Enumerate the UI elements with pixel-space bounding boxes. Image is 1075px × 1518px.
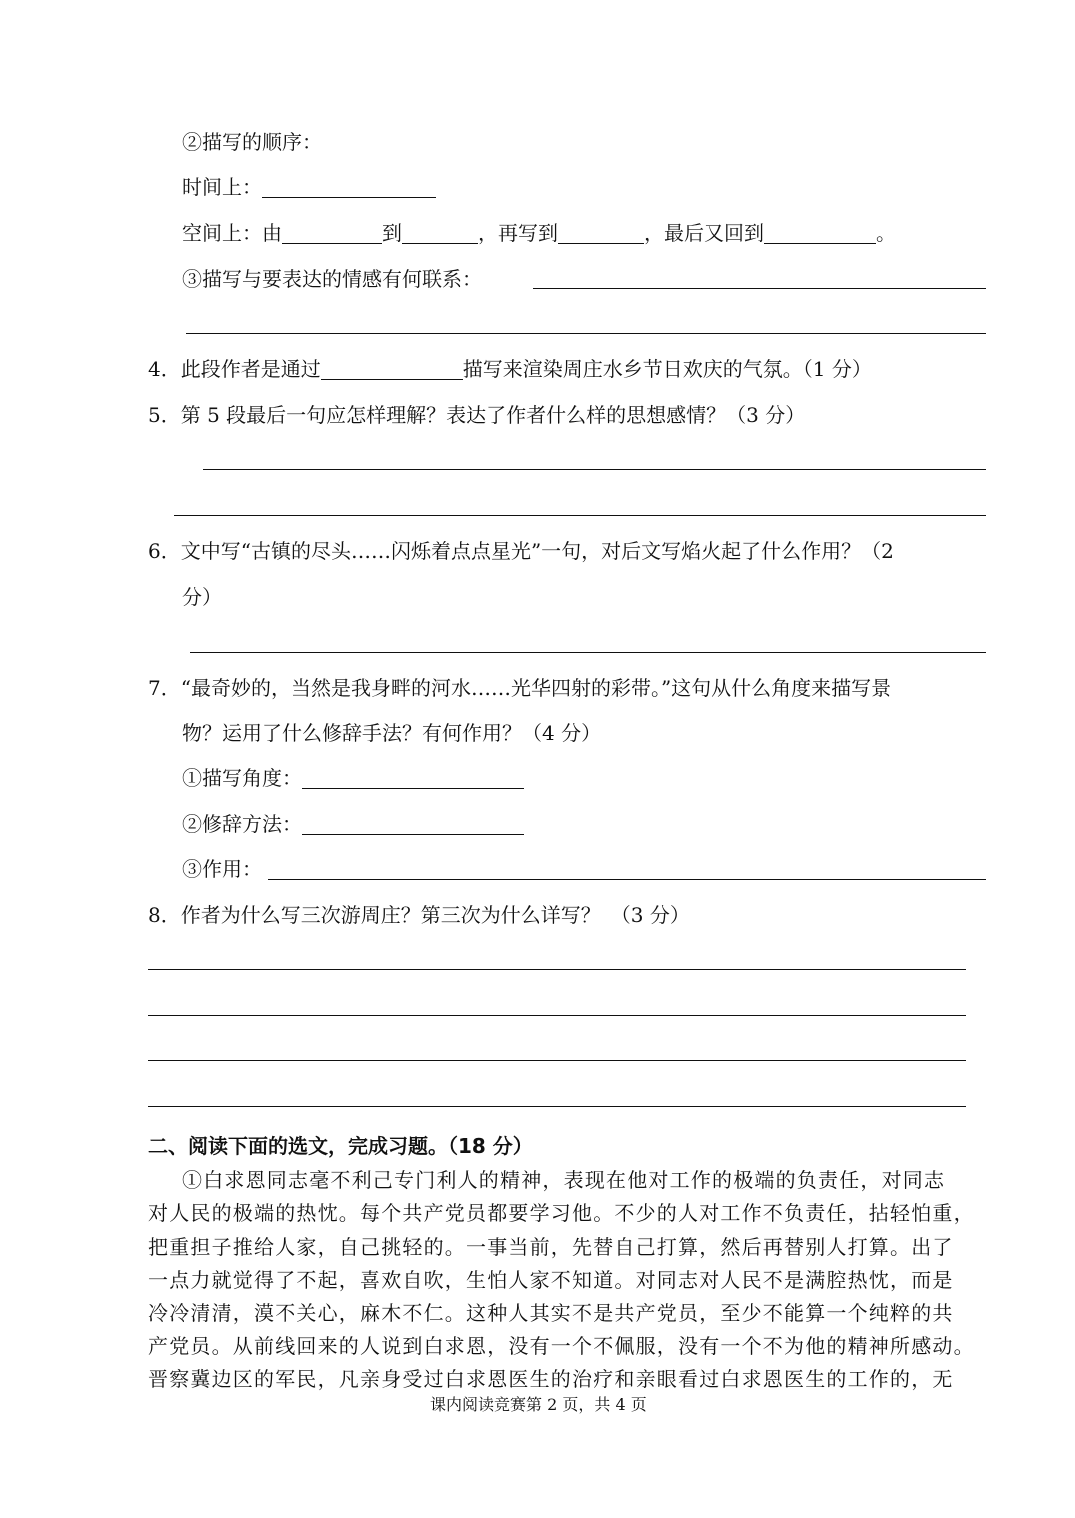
q8-answer-line-4[interactable]	[148, 1106, 966, 1107]
passage-line: 晋察冀边区的军民，凡亲身受过白求恩医生的治疗和亲眼看过白求恩医生的工作的，无	[148, 1367, 954, 1391]
q6-text-line-1: 文中写“古镇的尽头……闪烁着点点星光”一句，对后文写焰火起了什么作用？（2	[180, 539, 894, 563]
q3-space-blank-4[interactable]	[764, 225, 876, 244]
question-8	[148, 903, 690, 927]
question-6	[148, 539, 894, 563]
q7-number: 7．	[148, 676, 181, 700]
q3-space-blank-2[interactable]	[402, 225, 478, 244]
q3-order-label: ②描写的顺序：	[182, 130, 322, 154]
q3-time-label: 时间上：	[182, 175, 262, 199]
q8-answer-line-3[interactable]	[148, 1060, 966, 1061]
q3-space-blank-3[interactable]	[558, 225, 644, 244]
q6-number: 6．	[148, 539, 181, 563]
q3-answer-line[interactable]	[186, 333, 986, 334]
q3-time-row	[182, 175, 436, 199]
q8-text: 作者为什么写三次游周庄？第三次为什么详写？ （3 分）	[180, 903, 690, 927]
q7-rhetoric-row	[182, 812, 524, 836]
question-5	[148, 403, 805, 427]
q3-space-blank-1[interactable]	[282, 225, 382, 244]
q4-number: 4．	[148, 357, 181, 381]
q3-space-then: ，再写到	[478, 221, 558, 245]
q3-time-blank[interactable]	[262, 179, 436, 198]
q7-rhetoric-blank[interactable]	[302, 816, 524, 835]
q3-emotion-label: ③描写与要表达的情感有何联系：	[182, 267, 482, 291]
q5-number: 5．	[148, 403, 181, 427]
q7-angle-blank[interactable]	[302, 770, 524, 789]
page-footer: 课内阅读竞赛第 2 页，共 4 页	[430, 1395, 647, 1414]
question-7	[148, 676, 891, 700]
q6-answer-line[interactable]	[190, 652, 986, 653]
question-4	[148, 357, 872, 381]
q7-effect-label: ③作用：	[182, 857, 262, 881]
q7-angle-label: ①描写角度：	[182, 766, 302, 790]
q4-text-after: 描写来渲染周庄水乡节日欢庆的气氛。（1 分）	[462, 357, 872, 381]
q3-space-end: 。	[876, 221, 896, 245]
q3-space-to: 到	[382, 221, 402, 245]
q3-space-label: 空间上：由	[182, 221, 282, 245]
q8-number: 8．	[148, 903, 181, 927]
q7-text-line-1: “最奇妙的，当然是我身畔的河水……光华四射的彩带。”这句从什么角度来描写景	[180, 676, 892, 700]
q7-effect-blank[interactable]	[268, 879, 986, 880]
passage-line: ①白求恩同志毫不利己专门利人的精神，表现在他对工作的极端的负责任，对同志	[182, 1168, 946, 1192]
q7-text-line-2: 物？运用了什么修辞手法？有何作用？（4 分）	[182, 721, 602, 745]
q5-answer-line-2[interactable]	[174, 515, 986, 516]
q3-space-finally: ，最后又回到	[644, 221, 764, 245]
q3-space-row	[182, 221, 896, 245]
passage-line: 把重担子推给人家，自己挑轻的。一事当前，先替自己打算，然后再替别人打算。出了	[148, 1235, 954, 1259]
q4-blank[interactable]	[321, 361, 463, 380]
q5-text: 第 5 段最后一句应怎样理解？表达了作者什么样的思想感情？（3 分）	[180, 403, 806, 427]
q3-emotion-blank[interactable]	[533, 288, 986, 289]
q7-angle-row	[182, 766, 524, 790]
q6-text-line-2: 分）	[182, 585, 222, 609]
q5-answer-line-1[interactable]	[203, 469, 986, 470]
q8-answer-line-2[interactable]	[148, 1015, 966, 1016]
section-2-heading: 二、阅读下面的选文，完成习题。（18 分）	[148, 1134, 533, 1158]
q8-answer-line-1[interactable]	[148, 969, 966, 970]
q7-rhetoric-label: ②修辞方法：	[182, 812, 302, 836]
passage-line: 对人民的极端的热忱。每个共产党员都要学习他。不少的人对工作不负责任，拈轻怕重，	[148, 1201, 975, 1225]
passage-line: 冷冷清清，漠不关心，麻木不仁。这种人其实不是共产党员，至少不能算一个纯粹的共	[148, 1301, 954, 1325]
q4-text-before: 此段作者是通过	[180, 357, 321, 381]
passage-line: 产党员。从前线回来的人说到白求恩，没有一个不佩服，没有一个不为他的精神所感动。	[148, 1334, 975, 1358]
passage-line: 一点力就觉得了不起，喜欢自吹，生怕人家不知道。对同志对人民不是满腔热忱，而是	[148, 1268, 954, 1292]
